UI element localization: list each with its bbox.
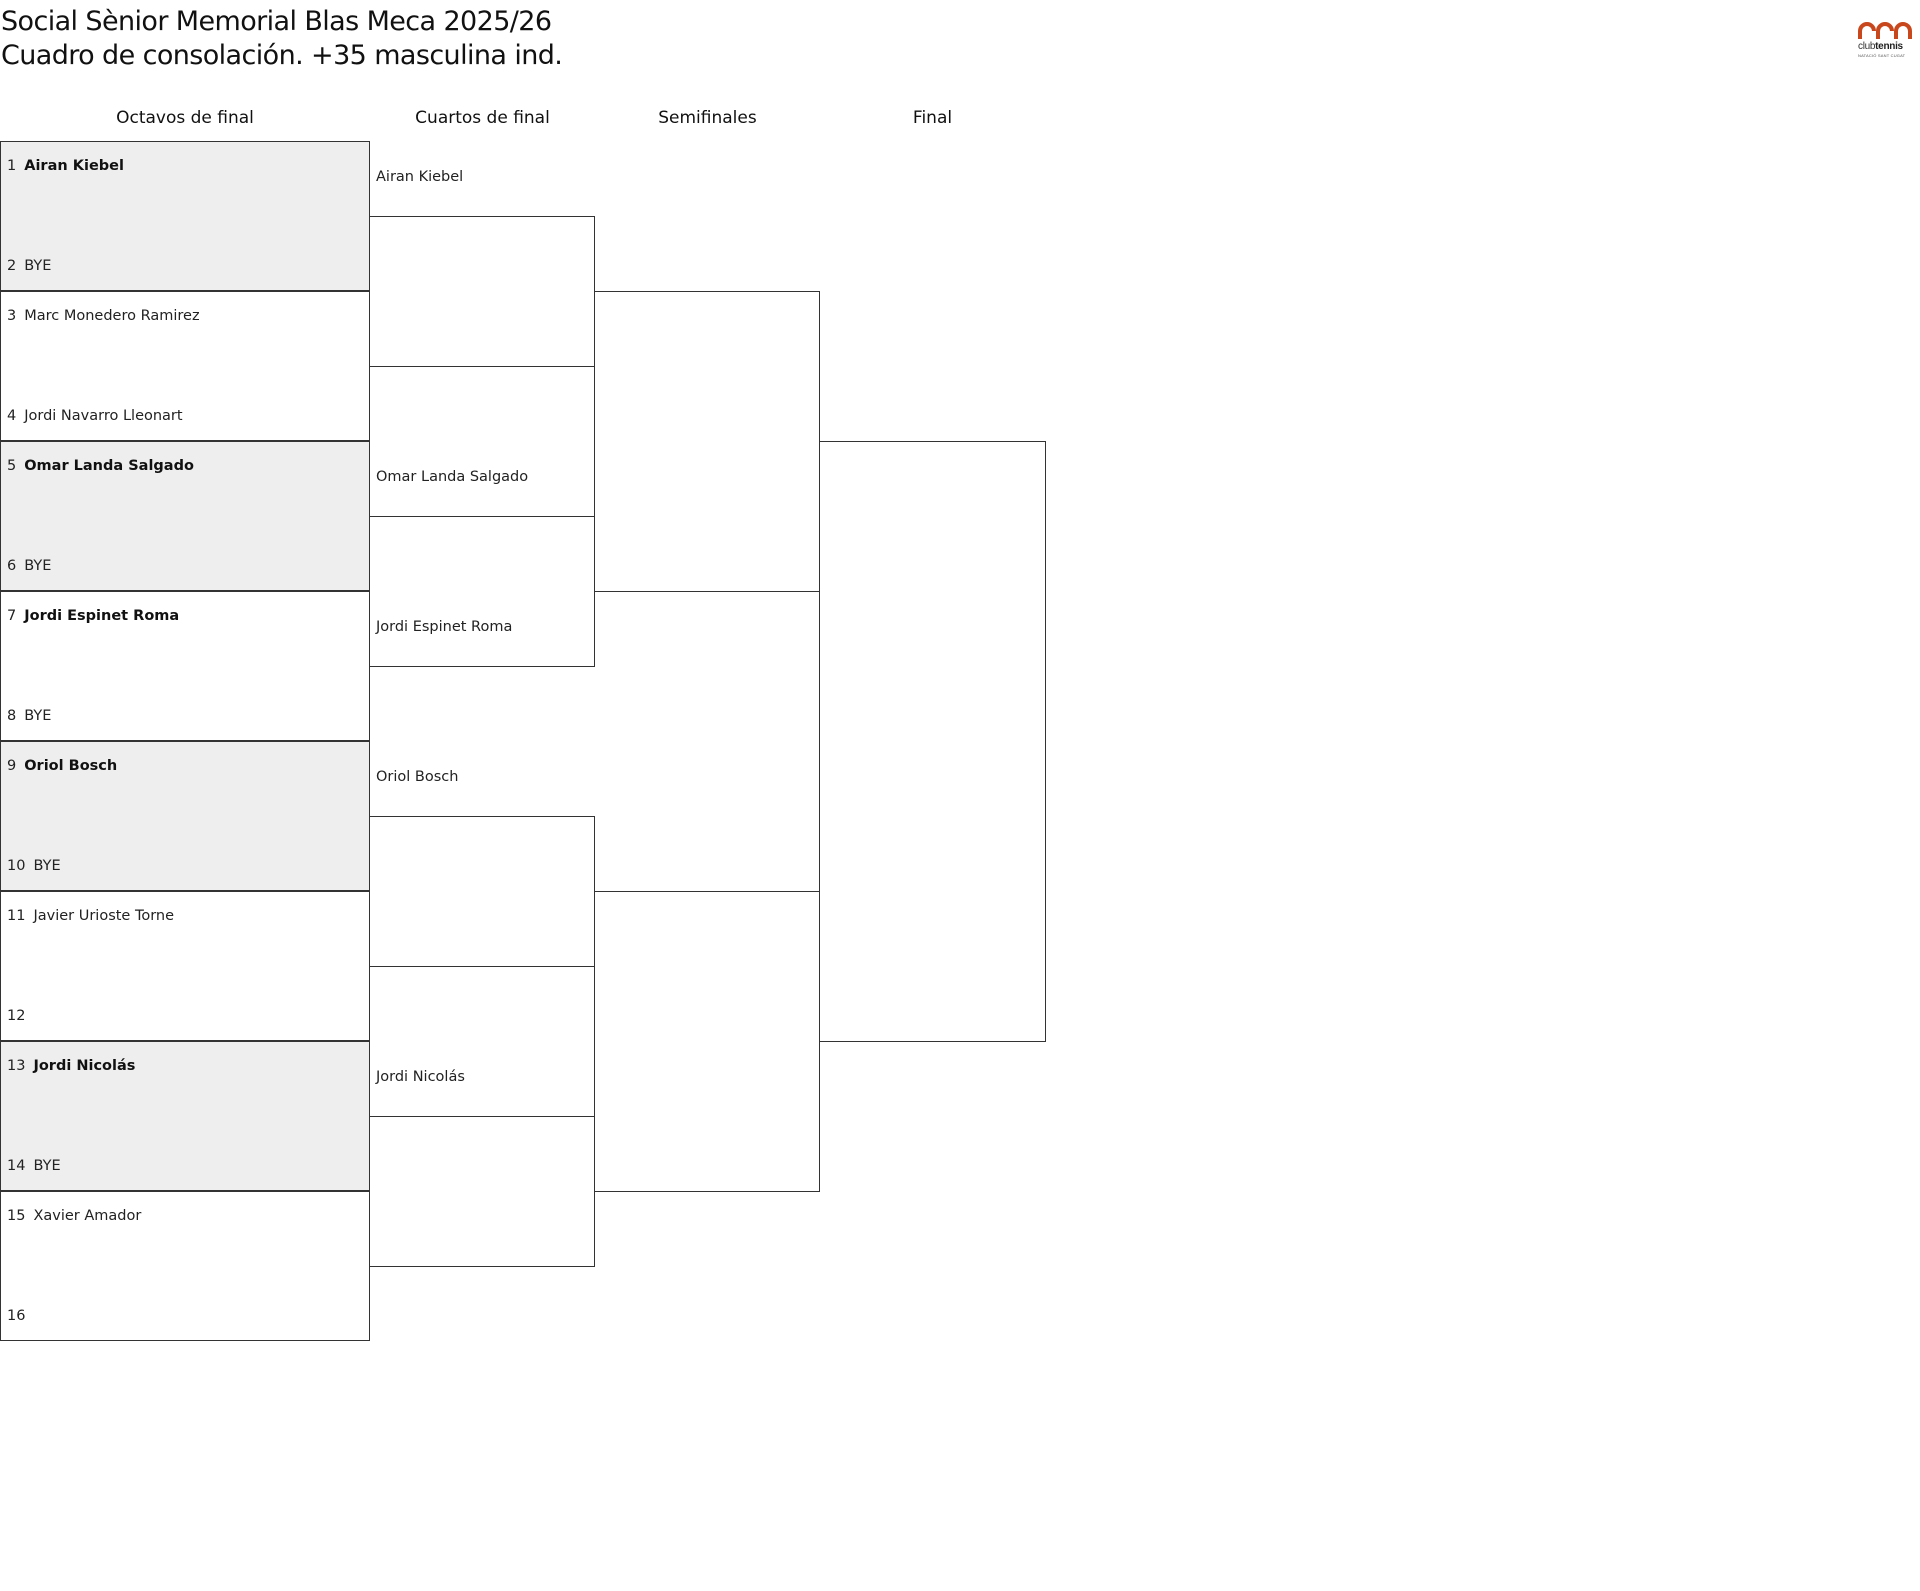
seed-number: 3 bbox=[7, 308, 17, 324]
seed-number: 4 bbox=[7, 408, 17, 424]
draw-entry bbox=[7, 1308, 33, 1324]
quarterfinal-player-5: Oriol Bosch bbox=[376, 769, 459, 785]
round-header-semifinals: Semifinales bbox=[658, 108, 757, 128]
quarterfinal-bracket-2 bbox=[369, 516, 595, 667]
match-slot-5 bbox=[0, 741, 370, 891]
match-slot-4 bbox=[0, 591, 370, 741]
seed-number: 12 bbox=[7, 1008, 26, 1024]
seed-number: 9 bbox=[7, 758, 17, 774]
quarterfinal-player-1: Airan Kiebel bbox=[376, 169, 464, 185]
player-name: BYE bbox=[24, 708, 52, 724]
player-name: Marc Monedero Ramirez bbox=[24, 308, 200, 324]
draw-entry bbox=[7, 1158, 61, 1174]
draw-entry bbox=[7, 858, 61, 874]
tournament-title: Social Sènior Memorial Blas Meca 2025/26 bbox=[1, 6, 552, 37]
club-logo-wordmark: clubtennis bbox=[1858, 41, 1903, 52]
seed-number: 5 bbox=[7, 458, 17, 474]
draw-entry bbox=[7, 608, 179, 624]
draw-entry bbox=[7, 1058, 135, 1074]
quarterfinal-bracket-3 bbox=[369, 816, 595, 967]
match-slot-8 bbox=[0, 1191, 370, 1341]
draw-entry bbox=[7, 908, 174, 924]
seed-number: 13 bbox=[7, 1058, 26, 1074]
match-slot-2 bbox=[0, 291, 370, 441]
seed-number: 7 bbox=[7, 608, 17, 624]
player-name: BYE bbox=[24, 258, 52, 274]
player-name: Omar Landa Salgado bbox=[24, 458, 194, 474]
draw-entry bbox=[7, 158, 124, 174]
draw-entry bbox=[7, 708, 51, 724]
quarterfinal-player-3: Omar Landa Salgado bbox=[376, 469, 529, 485]
club-logo bbox=[1856, 22, 1912, 60]
quarterfinal-player-7: Jordi Nicolás bbox=[376, 1069, 465, 1085]
quarterfinal-player-4: Jordi Espinet Roma bbox=[376, 619, 513, 635]
seed-number: 14 bbox=[7, 1158, 26, 1174]
player-name: Airan Kiebel bbox=[24, 158, 124, 174]
player-name: Jordi Nicolás bbox=[33, 1058, 136, 1074]
quarterfinal-bracket-4 bbox=[369, 1116, 595, 1267]
match-slot-3 bbox=[0, 441, 370, 591]
round-header-round-of-16: Octavos de final bbox=[116, 108, 254, 128]
match-slot-7 bbox=[0, 1041, 370, 1191]
player-name: Oriol Bosch bbox=[24, 758, 118, 774]
club-logo-tagline: NATACIÓ SANT CUGAT bbox=[1858, 53, 1906, 58]
seed-number: 16 bbox=[7, 1308, 26, 1324]
draw-entry bbox=[7, 258, 51, 274]
match-slot-1 bbox=[0, 141, 370, 291]
club-logo-mark-icon bbox=[1858, 22, 1912, 40]
player-name: Javier Urioste Torne bbox=[33, 908, 175, 924]
draw-entry bbox=[7, 408, 183, 424]
quarterfinal-bracket-1 bbox=[369, 216, 595, 367]
round-header-quarterfinals: Cuartos de final bbox=[415, 108, 550, 128]
draw-subtitle: Cuadro de consolación. +35 masculina ind. bbox=[1, 40, 563, 71]
draw-entry bbox=[7, 1008, 33, 1024]
draw-entry bbox=[7, 558, 51, 574]
draw-entry bbox=[7, 1208, 141, 1224]
player-name: BYE bbox=[33, 858, 61, 874]
seed-number: 11 bbox=[7, 908, 26, 924]
seed-number: 1 bbox=[7, 158, 17, 174]
player-name: Jordi Espinet Roma bbox=[24, 608, 180, 624]
seed-number: 8 bbox=[7, 708, 17, 724]
player-name: Jordi Navarro Lleonart bbox=[24, 408, 183, 424]
player-name: Xavier Amador bbox=[33, 1208, 142, 1224]
semifinal-bracket-1 bbox=[594, 291, 820, 592]
match-slot-6 bbox=[0, 891, 370, 1041]
draw-entry bbox=[7, 458, 194, 474]
final-bracket bbox=[819, 441, 1046, 1042]
seed-number: 6 bbox=[7, 558, 17, 574]
semifinal-bracket-2 bbox=[594, 891, 820, 1192]
seed-number: 10 bbox=[7, 858, 26, 874]
seed-number: 2 bbox=[7, 258, 17, 274]
player-name: BYE bbox=[24, 558, 52, 574]
round-header-final: Final bbox=[912, 108, 953, 128]
draw-entry bbox=[7, 758, 117, 774]
seed-number: 15 bbox=[7, 1208, 26, 1224]
player-name: BYE bbox=[33, 1158, 61, 1174]
draw-entry bbox=[7, 308, 200, 324]
